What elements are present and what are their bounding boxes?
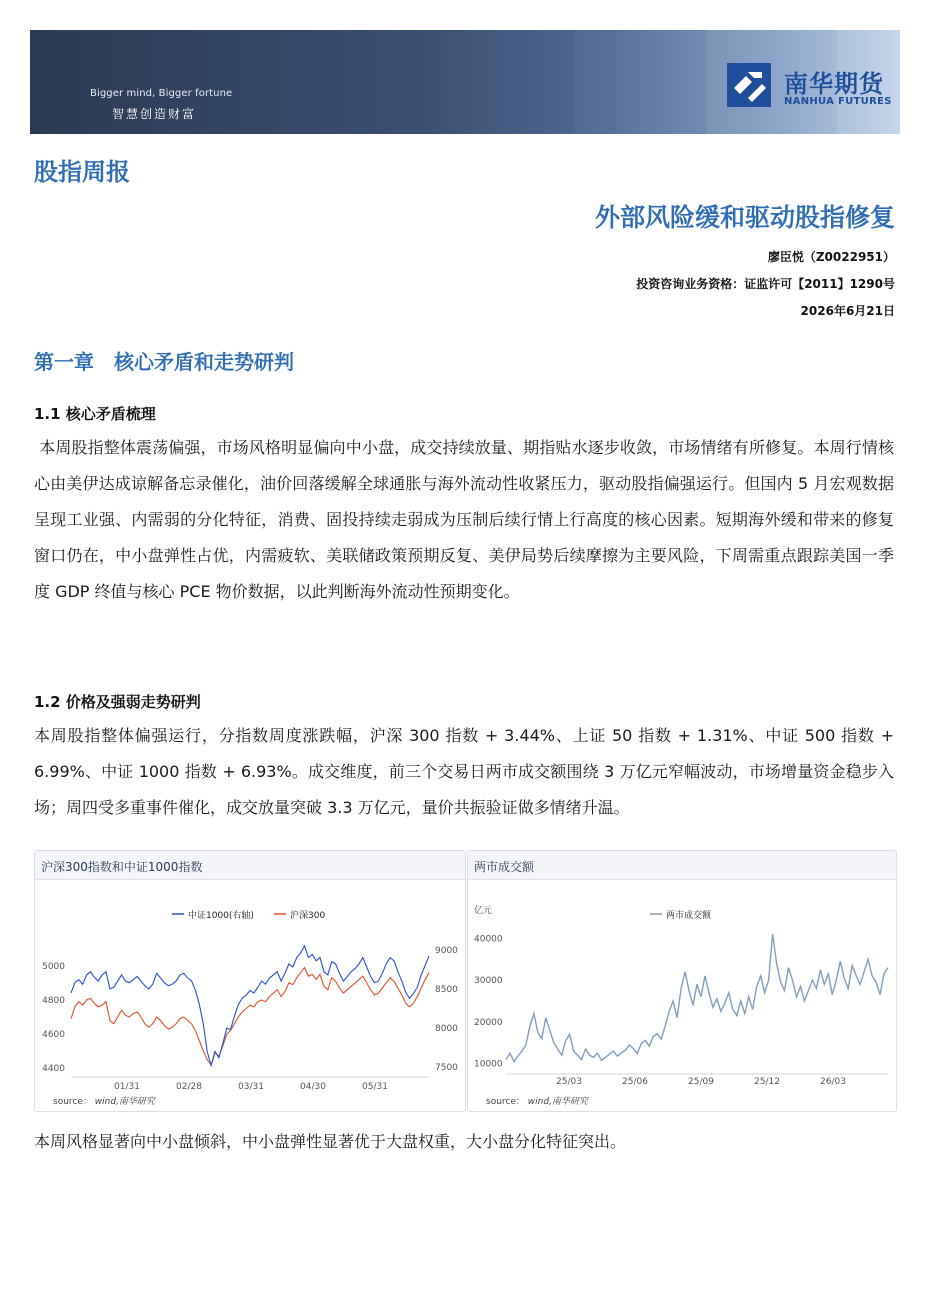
y-right-tick-label: 8000 [435,1024,458,1035]
slogan-en: Bigger mind, Bigger fortune [90,88,233,99]
chart-header [468,851,896,880]
license-number: 投资咨询业务资格：证监许可【2011】1290号 [636,277,895,291]
x-tick-label: 25/06 [622,1077,648,1087]
y-tick-label: 30000 [474,976,503,987]
x-tick-label: 04/30 [300,1082,326,1092]
chart-header [35,851,465,880]
chart-source: source： wind,南华研究 [53,1097,155,1107]
x-tick-label: 02/28 [176,1082,202,1092]
section-heading: 1.2 价格及强弱走势研判 [34,693,201,711]
y-right-tick-label: 8500 [435,984,458,995]
x-tick-label: 03/31 [238,1082,264,1092]
logo-text-en: NANHUA FUTURES [784,96,892,107]
y-left-tick-label: 4400 [42,1064,65,1075]
document-type: 股指周报 [34,158,130,186]
x-tick-label: 25/12 [754,1077,780,1087]
chart-title: 两市成交额 [474,860,535,874]
x-tick-label: 01/31 [114,1082,140,1092]
y-right-tick-label: 9000 [435,945,458,956]
legend-label: 中证1000(右轴) [188,911,254,921]
y-left-tick-label: 4800 [42,995,65,1006]
y-unit-label: 亿元 [474,906,493,916]
slogan-cn: 智慧创造财富 [112,107,197,121]
report-date: 2026年6月21日 [800,304,895,318]
series-line-turnover [506,934,888,1061]
nanhua-logo-icon [726,62,772,108]
chapter-title: 第一章 核心矛盾和走势研判 [34,350,294,374]
index-line-chart [35,880,465,1092]
x-tick-label: 25/09 [688,1077,714,1087]
section-body: 本周股指整体震荡偏强，市场风格明显偏向中小盘，成交持续放量、期指贴水逐步收敛，市场情绪有所修复。本周行情核心由美伊达成谅解备忘录催化，油价回落缓解全球通胀与海外流动性收紧压力，驱动股指偏强运行。但国内 5 月宏观数据呈现工业强、内需弱的分化特征，消费、固投持续走弱成为压制后续行情上行高度的核心因素。短期海外缓和带来的修复窗口仍在，中小盘弹性占优，内需疲软、美联储政策预期反复、美伊局势后续摩擦为主要风险，下周需重点跟踪美国一季度 GDP 终值与核心 PCE 物价数据，以此判断海外流动性预期变化。 [34,438,894,601]
header-banner [30,30,900,134]
y-tick-label: 40000 [474,934,503,945]
turnover-line-chart [468,880,896,1092]
banner-stripe [575,30,707,134]
legend-label: 沪深300 [290,911,326,921]
chart-title: 沪深300指数和中证1000指数 [41,860,203,874]
chart-panel-index [34,850,466,1112]
y-tick-label: 10000 [474,1059,503,1070]
chart-panel-turnover [467,850,897,1112]
logo-text-cn: 南华期货 [784,70,884,98]
y-left-tick-label: 5000 [42,961,65,972]
section-body: 本周股指整体偏强运行，分指数周度涨跌幅，沪深 300 指数 + 3.44%、上证 50 指数 + 1.31%、中证 500 指数 + 6.99%、中证 1000 指数 + 6.93%。成交维度，前三个交易日两市成交额围绕 3 万亿元窄幅波动，市场增量资金稳步入场；周四受多重事件催化，成交放量突破 3.3 万亿元，量价共振验证做多情绪升温。 [34,726,894,817]
y-tick-label: 20000 [474,1017,503,1028]
author: 廖臣悦（Z0022951） [767,250,895,264]
closing-paragraph: 本周风格显著向中小盘倾斜，中小盘弹性显著优于大盘权重，大小盘分化特征突出。 [34,1132,627,1151]
x-tick-label: 05/31 [362,1082,388,1092]
x-tick-label: 26/03 [820,1077,846,1087]
y-right-tick-label: 7500 [435,1063,458,1074]
report-title: 外部风险缓和驱动股指修复 [594,203,895,232]
legend-label: 两市成交额 [666,911,712,921]
section-heading: 1.1 核心矛盾梳理 [34,405,156,423]
chart-source: source： wind,南华研究 [486,1097,588,1107]
x-tick-label: 25/03 [556,1077,582,1087]
y-left-tick-label: 4600 [42,1030,65,1041]
